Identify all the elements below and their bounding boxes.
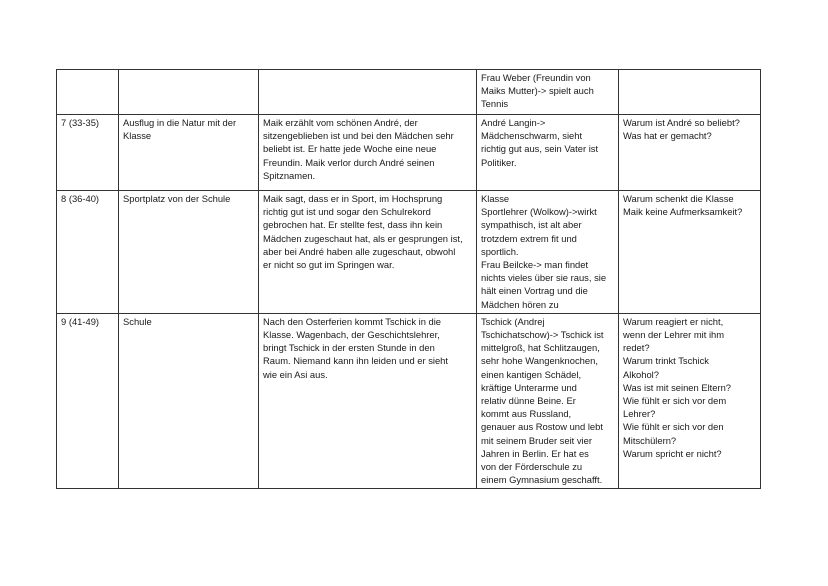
- table-row: [57, 70, 761, 115]
- content-cell: [259, 70, 477, 115]
- table-row: [57, 313, 761, 489]
- content-cell: Nach den Osterferien kommt Tschick in die Klasse. Wagenbach, der Geschichtslehrer, bringt Tschick in der ersten Stunde in den Raum. Niemand kann ihn leiden und er sieht wie ein Asi aus.: [259, 313, 477, 489]
- chapter-cell: 7 (33-35): [57, 115, 119, 191]
- place-cell: [119, 70, 259, 115]
- chapter-cell: 8 (36-40): [57, 191, 119, 314]
- place-cell: Sportplatz von der Schule: [119, 191, 259, 314]
- chapter-cell: 9 (41-49): [57, 313, 119, 489]
- characters-cell: André Langin-> Mädchenschwarm, sieht richtig gut aus, sein Vater ist Politiker.: [477, 115, 619, 191]
- questions-cell: Warum schenkt die Klasse Maik keine Aufmerksamkeit?: [619, 191, 761, 314]
- questions-cell: Warum ist André so beliebt? Was hat er gemacht?: [619, 115, 761, 191]
- reading-log-table: [56, 69, 761, 489]
- questions-cell: Warum reagiert er nicht, wenn der Lehrer mit ihm redet? Warum trinkt Tschick Alkohol? Was ist mit seinen Eltern? Wie fühlt er sich vor dem Lehrer? Wie fühlt er sich vor den Mitschülern? Warum spricht er nicht?: [619, 313, 761, 489]
- content-cell: Maik erzählt vom schönen André, der sitzengeblieben ist und bei den Mädchen sehr beliebt ist. Er hatte jede Woche eine neue Freundin. Maik verlor durch André seinen Spitznamen.: [259, 115, 477, 191]
- table-row: [57, 191, 761, 314]
- place-cell: Schule: [119, 313, 259, 489]
- place-cell: Ausflug in die Natur mit der Klasse: [119, 115, 259, 191]
- characters-cell: Frau Weber (Freundin von Maiks Mutter)-> spielt auch Tennis: [477, 70, 619, 115]
- chapter-cell: [57, 70, 119, 115]
- characters-cell: Tschick (Andrej Tschichatschow)-> Tschick ist mittelgroß, hat Schlitzaugen, sehr hohe Wangenknochen, einen kantigen Schädel, kräftige Unterarme und relativ dünne Beine. Er kommt aus Russland, genauer aus Rostow und lebt mit seinem Bruder seit vier Jahren in Berlin. Er hat es von der Förderschule zu einem Gymnasium geschafft.: [477, 313, 619, 489]
- table-row: [57, 115, 761, 191]
- questions-cell: [619, 70, 761, 115]
- characters-cell: Klasse Sportlehrer (Wolkow)->wirkt sympathisch, ist alt aber trotzdem extrem fit und sportlich. Frau Beilcke-> man findet nichts vieles über sie raus, sie hält einen Vortrag und die Mädchen hören zu: [477, 191, 619, 314]
- content-cell: Maik sagt, dass er in Sport, im Hochsprung richtig gut ist und sogar den Schulrekord gebrochen hat. Er stellte fest, dass ihn kein Mädchen zugeschaut hat, als er gesprungen ist, aber bei André haben alle zugeschaut, obwohl er nicht so gut im Springen war.: [259, 191, 477, 314]
